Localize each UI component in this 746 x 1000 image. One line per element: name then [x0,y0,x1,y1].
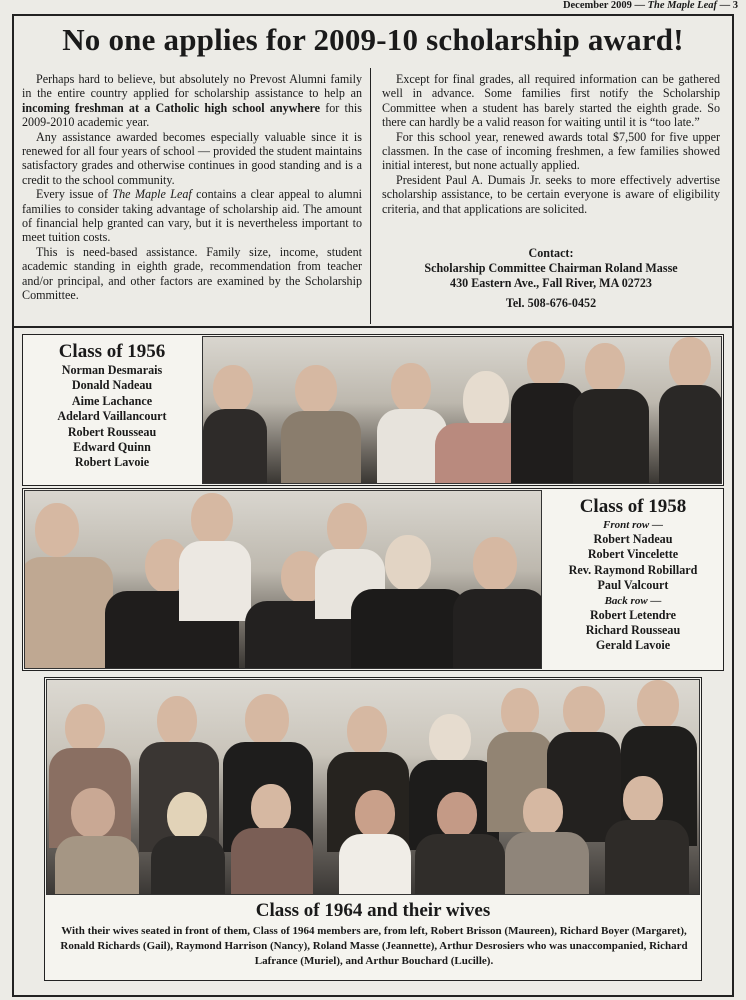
article-column-2 [382,72,720,216]
paragraph: Any assistance awarded becomes especially valuable since it is renewed for all four years of school — provided the student maintains satisfactory grades and otherwise continues in good standing and is a credit to the school community. [22,129,362,187]
page-number: 3 [732,0,738,11]
class-1958-title: Class of 1958 [579,496,687,517]
name: Edward Quinn [73,440,151,455]
name: Paul Valcourt [597,578,669,593]
class-1956-names [22,341,202,471]
name: Robert Vincelette [587,547,679,562]
contact-phone: Tel. 508-676-0452 [505,296,597,310]
name: Richard Rousseau [585,623,681,638]
name: Donald Nadeau [71,378,153,393]
name: Robert Lavoie [74,455,150,470]
name: Robert Rousseau [67,424,157,439]
class-1958-names [544,496,722,654]
class-1956-photo [202,336,722,484]
class-1964-title: Class of 1964 and their wives [255,900,491,921]
paragraph: For this school year, renewed awards total $7,500 for five upper classmen. In the case of incoming freshmen, a few families showed initial interest, but none actually applied. [382,129,720,173]
publication-name: The Maple Leaf [647,0,717,11]
class-1964-caption: With their wives seated in front of them, Class of 1964 members are, from left, Robert Brisson (Maureen), Richard Boyer (Margaret), Ronald Richards (Gail), Raymond Harrison (Nancy), Roland Masse (Jeannette), Arthur Desrosiers who was unaccompanied, Richard Lafrance (Muriel), and Arthur Bouchard (Lucille). [60,925,688,967]
contact-address: 430 Eastern Ave., Fall River, MA 02723 [450,276,652,290]
section-divider [14,326,732,328]
name: Aime Lachance [71,393,153,408]
back-row-label: Back row — [604,594,662,607]
paragraph: President Paul A. Dumais Jr. seeks to more effectively advertise scholarship assistance, to be certain everyone is aware of eligibility criteria, and that applications are solicited. [382,172,720,216]
contact-name: Scholarship Committee Chairman Roland Masse [424,261,678,275]
front-row-label: Front row — [603,519,663,531]
column-divider [370,68,371,324]
class-1964-photo [46,679,700,895]
paragraph: Except for final grades, all required information can be gathered well in advance. Some families first notify the Scholarship Committee when a student has barely started the eighth grade. So there can hardly be a valid reason for waiting until it is “too late.” [382,72,720,130]
page-header: December 2009 — The Maple Leaf — 3 [562,0,738,11]
name: Robert Letendre [589,607,677,622]
paragraph: Perhaps hard to believe, but absolutely no Prevost Alumni family in the entire country applied for scholarship assistance to help an incoming freshman at a Catholic high school anywhere for this 2009-2010 academic year. [22,72,362,130]
contact-label: Contact: [528,246,574,260]
issue-date: December 2009 [562,0,632,11]
headline: No one applies for 2009-10 scholarship award! [62,22,684,57]
paragraph: This is need-based assistance. Family size, income, student academic standing in eighth grade, recommendation from teacher and/or principal, and other factors are examined by the Scholarship Committee. [22,244,362,303]
paragraph: Every issue of The Maple Leaf contains a clear appeal to alumni families to consider taking advantage of scholarship aid. The amount of financial help granted can vary, but it is nevertheless important to meet tuition costs. [22,187,362,245]
name: Robert Nadeau [593,532,673,546]
article-column-1 [22,72,362,303]
name: Rev. Raymond Robillard [568,562,698,577]
class-1958-photo [24,490,542,669]
name: Norman Desmarais [61,363,163,377]
name: Gerald Lavoie [595,638,671,653]
name: Adelard Vaillancourt [57,409,167,424]
contact-block [382,246,720,311]
class-1956-title: Class of 1956 [58,341,166,362]
